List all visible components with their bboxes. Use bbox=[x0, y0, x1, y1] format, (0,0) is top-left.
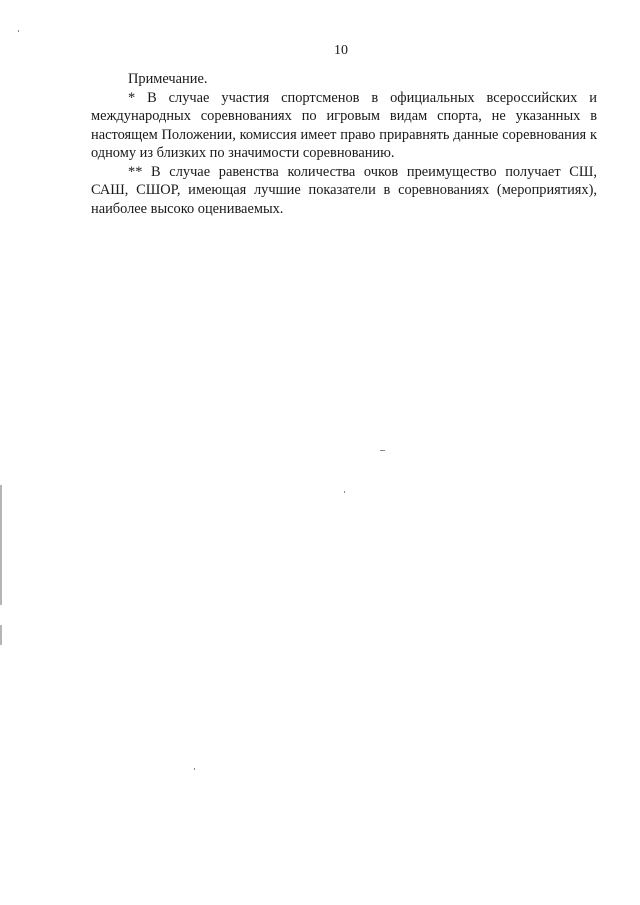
page-number: 10 bbox=[334, 43, 348, 58]
note-paragraph-2: ** В случае равенства количества очков преимущество получает СШ, САШ, СШОР, имеющая лучшие показатели в соревнованиях (мероприятиях), наиболее высоко оцениваемых. bbox=[91, 163, 597, 217]
note-title: Примечание. bbox=[128, 71, 208, 87]
scan-speck bbox=[380, 450, 385, 451]
scan-edge-mark bbox=[0, 485, 2, 605]
scan-edge-mark bbox=[0, 625, 2, 645]
scan-speck bbox=[18, 30, 19, 32]
note-paragraph-1: * В случае участия спортсменов в официальных всероссийских и международных соревнованиях по игровым видам спорта, не указанных в настоящем Положении, комиссия имеет право приравнять данные соревнования к одному из близких по значимости соревнованию. bbox=[91, 89, 597, 161]
scan-speck bbox=[194, 768, 195, 770]
note-section bbox=[91, 70, 597, 218]
scan-speck bbox=[344, 491, 345, 493]
